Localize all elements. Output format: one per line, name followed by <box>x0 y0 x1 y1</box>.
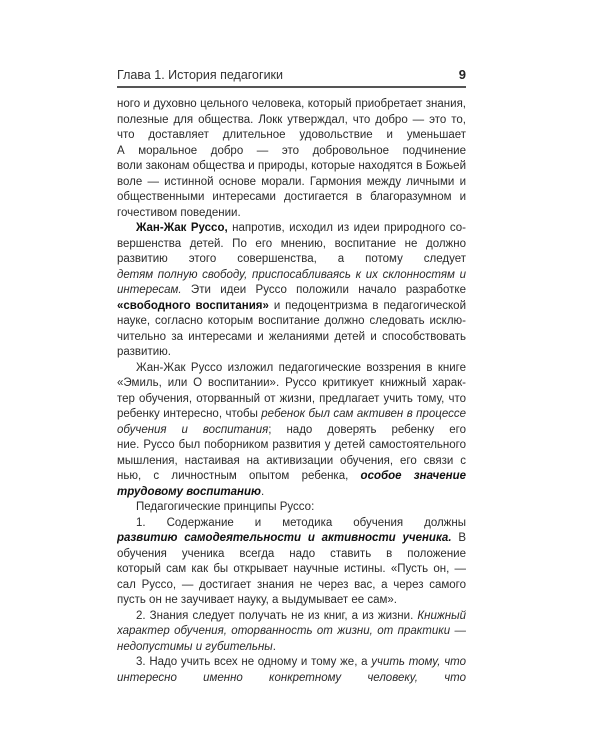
italic-text-run: учить тому, что <box>371 656 466 668</box>
text-line <box>117 237 466 253</box>
page-body-text <box>117 97 466 686</box>
text-run: ребенку интересно, чтобы <box>117 408 262 420</box>
text-run: развитию этого совершенства, а потому следует <box>117 253 466 265</box>
text-line <box>117 376 466 392</box>
text-line <box>117 190 466 206</box>
text-run: чительно за интересами и желаниями детей и способствовать <box>117 330 466 343</box>
running-header <box>117 66 466 88</box>
text-line <box>117 299 466 315</box>
text-line <box>117 407 466 423</box>
text-run: который сам как бы открывает научные истины. «Пусть он, — <box>117 563 466 575</box>
italic-text-run: характер обучения, оторванность от жизни, от практики — <box>117 625 466 637</box>
italic-text-run: интересно именно конкретному человеку, что <box>117 671 466 684</box>
text-run: науке, согласно которым воспитание должно следовать исклю- <box>117 315 466 327</box>
text-line <box>117 469 466 485</box>
text-line <box>117 438 466 454</box>
text-run: развитию. <box>117 346 171 358</box>
text-line <box>117 640 466 656</box>
text-line <box>117 578 466 594</box>
text-run: тер обучения, оторванный от жизни, предлагает учить тому, что <box>117 392 466 405</box>
bold-italic-text-run: развитию самодеятельности и активности ученика. <box>117 532 452 544</box>
italic-text-run: недопустимы и губительны <box>117 640 273 653</box>
italic-text-run: интересам. <box>117 284 182 296</box>
text-run: воли законам общества и природы, которые находятся в Божьей <box>117 160 466 172</box>
text-line <box>117 655 466 671</box>
text-line <box>117 454 466 470</box>
text-line <box>117 345 466 361</box>
text-line <box>117 392 466 408</box>
text-line <box>117 361 466 377</box>
italic-text-run: детям полную свободу, приспосабливаясь к их склонностям и <box>117 268 466 281</box>
bold-text-run: «свободного воспитания» <box>117 299 269 312</box>
italic-text-run: обучения и воспитания <box>117 423 269 436</box>
page-number: 9 <box>458 67 466 82</box>
text-run: гочестивом поведении. <box>117 206 241 219</box>
text-run: ние. Руссо был поборником развития у детей самостоятельного <box>117 439 466 451</box>
bold-italic-text-run: особое значение <box>360 470 466 482</box>
text-run: напротив, исходил из идеи природного со- <box>227 222 466 234</box>
text-run: 3. Надо учить всех не одному и тому же, а <box>136 656 372 668</box>
text-line <box>117 97 466 113</box>
text-run: ного и духовно цельного человека, который приобретает знания, <box>117 98 466 110</box>
text-line <box>117 671 466 687</box>
text-run: воле — истинной основе морали. Гармония между личными и <box>117 175 466 188</box>
italic-text-run: Книжный <box>417 609 466 622</box>
text-run: полезные для общества. Локк утверждал, что добро — это то, <box>117 113 466 126</box>
text-line <box>117 314 466 330</box>
text-line <box>117 128 466 144</box>
text-run: вершенства детей. По его мнению, воспитание не должно <box>117 237 466 250</box>
text-line <box>117 531 466 547</box>
bold-italic-text-run: трудовому воспитанию <box>117 485 261 498</box>
text-line <box>117 593 466 609</box>
text-line <box>117 624 466 640</box>
text-run: мышления, настаивая на активизации обучения, его связи с <box>117 454 466 467</box>
italic-text-run: ребенок был сам активен в процессе <box>261 408 466 420</box>
text-line <box>117 609 466 625</box>
text-run: что доставляет длительное удовольствие и уменьшает <box>117 129 466 141</box>
text-line <box>117 206 466 222</box>
text-run: 1. Содержание и методика обучения должны <box>136 516 466 529</box>
text-line <box>117 175 466 191</box>
text-run: ; надо доверять ребенку его <box>268 423 466 436</box>
text-line <box>117 547 466 563</box>
text-run: А моральное добро — это добровольное подчинение <box>117 144 466 157</box>
text-line <box>117 330 466 346</box>
bold-text-run: Жан-Жак Руссо, <box>136 222 228 234</box>
text-run: общественными интересами достигается в благоразумном и <box>117 191 466 203</box>
text-run: сал Руссо, — достигает знания не через вас, а через самого <box>117 578 466 591</box>
text-run: . <box>272 640 276 653</box>
text-run: пусть он не заучивает науку, а выдумывает ее сам». <box>117 594 397 606</box>
text-run: В <box>458 532 466 544</box>
chapter-title: Глава 1. История педагогики <box>117 68 284 82</box>
text-line <box>117 252 466 268</box>
text-run: обучения ученика всегда надо ставить в положение <box>117 547 466 560</box>
text-run: Педагогические принципы Руссо: <box>136 501 315 513</box>
text-line <box>117 113 466 129</box>
text-line <box>117 423 466 439</box>
text-line <box>117 159 466 175</box>
text-line <box>117 500 466 516</box>
text-line <box>117 562 466 578</box>
text-run: . <box>260 485 265 498</box>
text-line <box>117 516 466 532</box>
text-line <box>117 144 466 160</box>
text-run: «Эмиль, или О воспитании». Руссо критикует книжный харак- <box>117 377 466 389</box>
text-line <box>117 485 466 501</box>
text-run: нью, с личностным опытом ребенка, <box>117 470 361 482</box>
text-run: 2. Знания следует получать не из книг, а из жизни. <box>136 609 418 622</box>
text-run: и педоцентризма в педагогической <box>268 299 466 312</box>
text-run: Эти идеи Руссо положили начало разработке <box>181 284 466 296</box>
text-line <box>117 221 466 237</box>
text-run: Жан-Жак Руссо изложил педагогические воззрения в книге <box>136 361 466 374</box>
text-line <box>117 283 466 299</box>
text-line <box>117 268 466 284</box>
